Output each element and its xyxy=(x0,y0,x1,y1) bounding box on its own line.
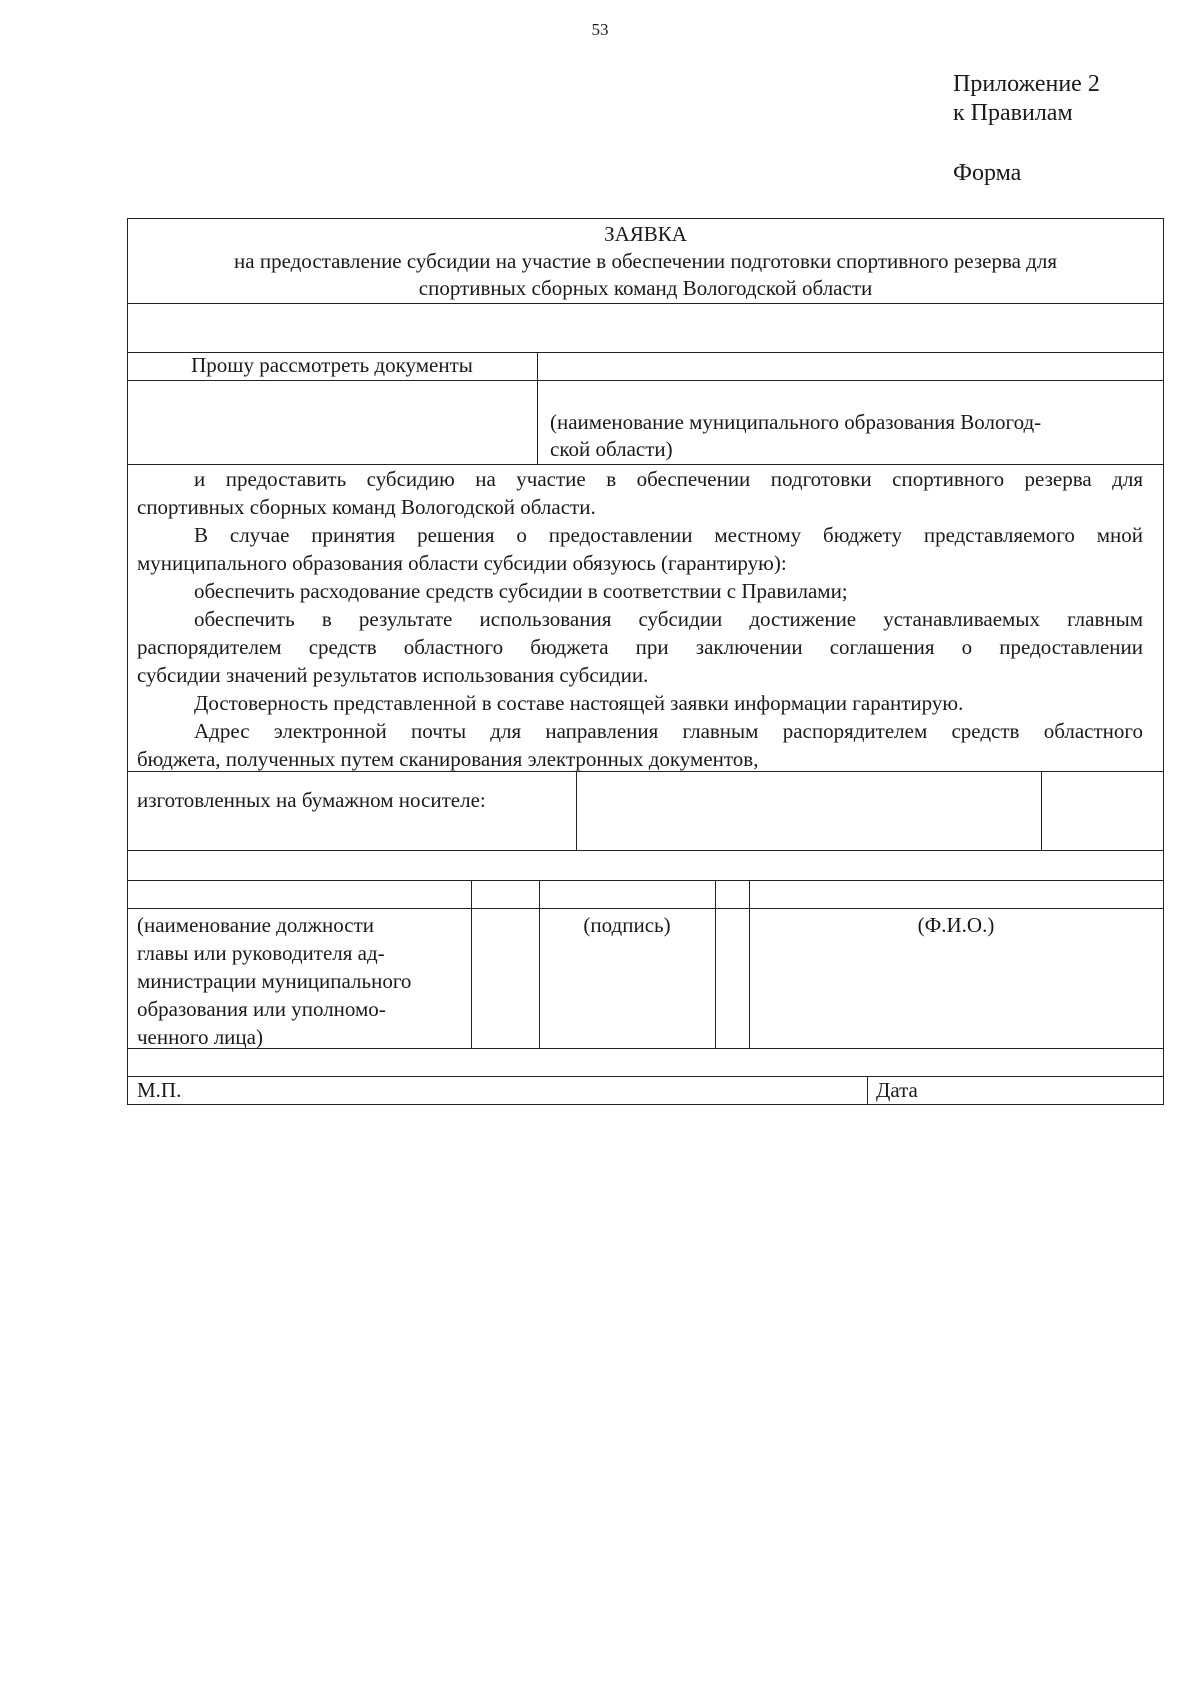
position-caption-line: министрации муниципального xyxy=(137,969,412,993)
form-subtitle-line-1: на предоставление субсидии на участие в обеспечении подготовки спортивного резерва для xyxy=(234,249,1057,273)
form-subtitle-line-2: спортивных сборных команд Вологодской области xyxy=(418,276,873,300)
body-paragraph: В случае принятия решения о предоставлении местному бюджету представляемого мной xyxy=(194,523,1143,547)
row-line xyxy=(127,1076,1164,1077)
body-paragraph: обеспечить расходование средств субсидии в соответствии с Правилами; xyxy=(194,579,848,603)
body-paragraph: спортивных сборных команд Вологодской области. xyxy=(137,495,596,519)
column-line xyxy=(471,880,472,1048)
appendix-line-1: Приложение 2 xyxy=(953,71,1100,97)
appendix-reference xyxy=(953,70,1100,128)
position-caption-line: главы или руководителя ад- xyxy=(137,941,385,965)
full-name-field[interactable] xyxy=(750,881,1163,908)
body-paragraph: муниципального образования области субсидии обязуюсь (гарантирую): xyxy=(137,551,787,575)
row-line xyxy=(127,908,1164,909)
municipality-caption-line-2: ской области) xyxy=(550,437,673,461)
signature-field[interactable] xyxy=(540,881,715,908)
date-label: Дата xyxy=(876,1078,918,1102)
frame-top-border xyxy=(127,218,1164,219)
row-line xyxy=(127,850,1164,851)
position-caption-line: ченного лица) xyxy=(137,1025,263,1049)
column-line xyxy=(1041,771,1042,850)
position-field[interactable] xyxy=(128,881,471,908)
body-paragraph: бюджета, полученных путем сканирования электронных документов, xyxy=(137,747,759,771)
email-address-field[interactable] xyxy=(577,772,1041,850)
request-documents-label: Прошу рассмотреть документы xyxy=(191,353,473,377)
position-caption-line: образования или уполномо- xyxy=(137,997,386,1021)
municipality-caption-line-1: (наименование муниципального образования Вологод- xyxy=(550,410,1042,434)
application-form xyxy=(127,218,1164,1105)
body-paragraph: и предоставить субсидию на участие в обеспечении подготовки спортивного резерва для xyxy=(194,467,1143,491)
frame-bottom-border xyxy=(127,1104,1164,1105)
body-paragraph: субсидии значений результатов использования субсидии. xyxy=(137,663,649,687)
appendix-line-2: к Правилам xyxy=(953,100,1073,126)
page-number: 53 xyxy=(591,20,609,39)
position-caption-line: (наименование должности xyxy=(137,913,375,937)
paper-medium-label: изготовленных на бумажном носителе: xyxy=(137,788,486,812)
position-caption xyxy=(137,911,467,1051)
column-line xyxy=(715,880,716,1048)
form-title: ЗАЯВКА xyxy=(604,222,687,246)
column-line xyxy=(867,1076,868,1104)
body-paragraph: распорядителем средств областного бюджета при заключении соглашения о предоставлении xyxy=(137,635,1143,659)
full-name-caption: (Ф.И.О.) xyxy=(917,913,995,937)
signature-caption: (подпись) xyxy=(583,913,671,937)
stamp-label: М.П. xyxy=(137,1078,182,1102)
body-paragraph: Адрес электронной почты для направления главным распорядителем средств областного xyxy=(194,719,1143,743)
row-line xyxy=(127,380,1164,381)
municipality-name-field[interactable] xyxy=(538,353,1163,380)
body-paragraph: Достоверность представленной в составе настоящей заявки информации гарантирую. xyxy=(194,691,964,715)
body-paragraph: обеспечить в результате использования субсидии достижение устанавливаемых главным xyxy=(194,607,1143,631)
row-line xyxy=(127,303,1164,304)
form-label: Форма xyxy=(953,160,1022,186)
